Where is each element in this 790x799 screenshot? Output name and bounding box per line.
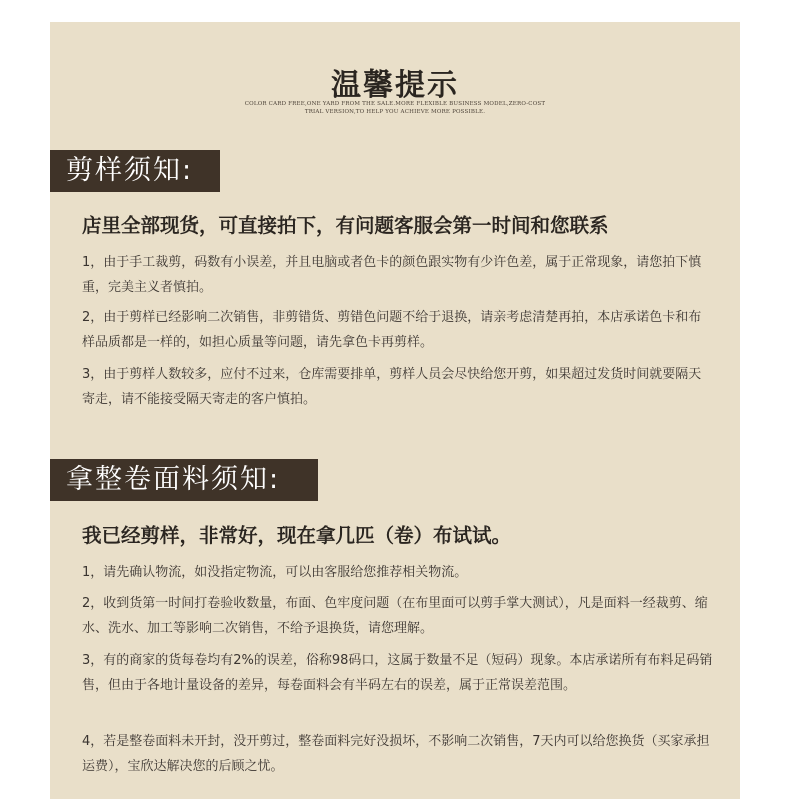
- notice-item: 2，由于剪样已经影响二次销售，非剪错货、剪错色问题不给于退换，请亲考虑清楚再拍，本店承诺色卡和布样品质都是一样的，如担心质量等问题，请先拿色卡再剪样。: [82, 310, 702, 350]
- section-lead: 我已经剪样，非常好，现在拿几匹（卷）布试试。: [82, 524, 512, 547]
- notice-item: 3，由于剪样人数较多，应付不过来，仓库需要排单，剪样人员会尽快给您开剪，如果超过发货时间就要隔天寄走，请不能接受隔天寄走的客户慎拍。: [82, 367, 702, 407]
- notice-item: 3，有的商家的货每卷均有2%的误差，俗称98码口，这属于数量不足（短码）现象。本店承诺所有布料足码销售，但由于各地计量设备的差异，每卷面料会有半码左右的误差，属于正常误差范围。: [82, 653, 713, 693]
- section-header-roll: 拿整卷面料须知:: [50, 459, 318, 501]
- page-title: 温馨提示: [331, 68, 459, 103]
- notice-item: 2，收到货第一时间打卷验收数量，布面、色牢度问题（在布里面可以剪手掌大测试），凡是面料一经裁剪、缩水、洗水、加工等影响二次销售，不给予退换货，请您理解。: [82, 596, 708, 636]
- page-subtitle: [0, 100, 790, 116]
- subtitle-line: TRIAL VERSION,TO HELP YOU ACHIEVE MORE POSSIBLE.: [304, 109, 486, 115]
- subtitle-line: COLOR CARD FREE,ONE YARD FROM THE SALE.MORE FLEXIBLE BUSINESS MODEL,ZERO-COST: [244, 101, 546, 107]
- section-lead: 店里全部现货，可直接拍下，有问题客服会第一时间和您联系: [82, 214, 609, 237]
- notice-item: 1，请先确认物流，如没指定物流，可以由客服给您推荐相关物流。: [82, 565, 468, 580]
- notice-item: 4，若是整卷面料未开封，没开剪过，整卷面料完好没损坏，不影响二次销售，7天内可以给您换货（买家承担运费），宝欣达解决您的后顾之忧。: [82, 734, 710, 774]
- notice-item: 1，由于手工裁剪，码数有小误差，并且电脑或者色卡的颜色跟实物有少许色差，属于正常现象，请您拍下慎重，完美主义者慎拍。: [82, 255, 702, 295]
- section-header-sample: 剪样须知:: [50, 150, 220, 192]
